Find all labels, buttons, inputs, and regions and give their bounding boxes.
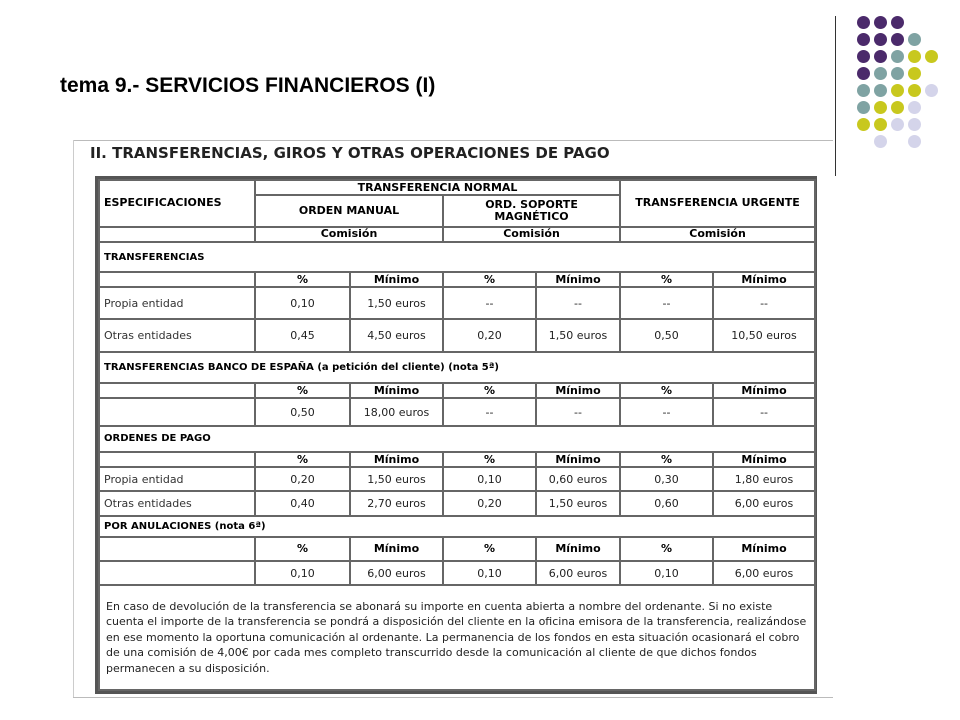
subheader-minimo: Mínimo	[713, 452, 815, 467]
decor-dot	[891, 118, 904, 131]
decor-dot	[857, 118, 870, 131]
decor-dot	[908, 33, 921, 46]
section-banco-espana: TRANSFERENCIAS BANCO DE ESPAÑA (a petición del cliente) (nota 5ª)	[99, 352, 815, 382]
cell-value: 1,50 euros	[350, 287, 443, 318]
header-transferencia-urgente: TRANSFERENCIA URGENTE	[620, 180, 815, 227]
decorative-vertical-line	[835, 16, 836, 176]
cell-value: 0,45	[255, 319, 350, 352]
subheader-minimo: Mínimo	[536, 537, 620, 561]
row-label: Otras entidades	[99, 319, 255, 352]
decor-dot	[857, 84, 870, 97]
cell-value: --	[443, 287, 536, 318]
decor-dot	[874, 33, 887, 46]
subheader-pct: %	[443, 272, 536, 287]
subheader-minimo: Mínimo	[536, 383, 620, 398]
decor-dot	[857, 67, 870, 80]
row-label	[99, 561, 255, 585]
subheader-row	[99, 383, 815, 398]
cell-value: 0,50	[255, 398, 350, 426]
decor-dot	[891, 50, 904, 63]
cell-value: 0,60 euros	[536, 467, 620, 491]
cell-value: 10,50 euros	[713, 319, 815, 352]
header-ord-soporte-magnetico: ORD. SOPORTE MAGNÉTICO	[443, 195, 620, 226]
decor-dot	[857, 50, 870, 63]
cell-value: --	[620, 287, 713, 318]
cell-value: 0,10	[443, 561, 536, 585]
cell-value: 6,00 euros	[713, 561, 815, 585]
decor-dot	[874, 84, 887, 97]
row-label: Propia entidad	[99, 287, 255, 318]
subheader-minimo: Mínimo	[536, 452, 620, 467]
fees-table	[95, 176, 817, 694]
decor-dot	[874, 118, 887, 131]
cell-value: 4,50 euros	[350, 319, 443, 352]
subheader-pct: %	[443, 383, 536, 398]
cell-value: 0,50	[620, 319, 713, 352]
subheader-row	[99, 272, 815, 287]
subheader-pct: %	[443, 537, 536, 561]
table-row	[99, 491, 815, 515]
decor-dot	[908, 67, 921, 80]
cell-value: 0,10	[255, 287, 350, 318]
section-transferencias: TRANSFERENCIAS	[99, 242, 815, 272]
cell-value: 0,60	[620, 491, 713, 515]
decor-dot	[925, 84, 938, 97]
decor-dot	[857, 101, 870, 114]
decor-dot	[874, 135, 887, 148]
table-row	[99, 467, 815, 491]
cell-value: 0,10	[443, 467, 536, 491]
cell-value: 6,00 euros	[536, 561, 620, 585]
empty-cell	[99, 383, 255, 398]
decor-dot	[908, 50, 921, 63]
subheader-row	[99, 537, 815, 561]
cell-value: 1,80 euros	[713, 467, 815, 491]
subheader-pct: %	[255, 452, 350, 467]
table-row	[99, 398, 815, 426]
empty-cell	[99, 452, 255, 467]
document-heading: II. TRANSFERENCIAS, GIROS Y OTRAS OPERACIONES DE PAGO	[90, 144, 610, 162]
cell-value: 6,00 euros	[350, 561, 443, 585]
subheader-pct: %	[620, 537, 713, 561]
cell-value: --	[536, 287, 620, 318]
cell-value: 1,50 euros	[536, 319, 620, 352]
empty-cell	[99, 227, 255, 242]
subheader-pct: %	[620, 383, 713, 398]
cell-value: 0,20	[443, 491, 536, 515]
cell-value: 0,20	[443, 319, 536, 352]
cell-value: 6,00 euros	[713, 491, 815, 515]
cell-value: 0,40	[255, 491, 350, 515]
header-transferencia-normal: TRANSFERENCIA NORMAL	[255, 180, 620, 195]
subheader-pct: %	[620, 272, 713, 287]
subheader-minimo: Mínimo	[350, 537, 443, 561]
decor-dot	[908, 118, 921, 131]
cell-value: 0,10	[620, 561, 713, 585]
header-comision: Comisión	[255, 227, 443, 242]
subheader-pct: %	[255, 272, 350, 287]
cell-value: 0,20	[255, 467, 350, 491]
section-anulaciones: POR ANULACIONES (nota 6ª)	[99, 516, 815, 537]
subheader-pct: %	[620, 452, 713, 467]
header-especificaciones: ESPECIFICACIONES	[99, 180, 255, 227]
empty-cell	[99, 272, 255, 287]
decor-dot	[857, 16, 870, 29]
decor-dot	[891, 84, 904, 97]
cell-value: 0,10	[255, 561, 350, 585]
decor-dot	[908, 101, 921, 114]
cell-value: --	[443, 398, 536, 426]
decor-dot	[874, 67, 887, 80]
empty-cell	[99, 537, 255, 561]
row-label: Propia entidad	[99, 467, 255, 491]
decor-dot	[908, 84, 921, 97]
row-label	[99, 398, 255, 426]
decor-dot	[891, 33, 904, 46]
document-bottom-border	[73, 697, 833, 698]
subheader-minimo: Mínimo	[350, 272, 443, 287]
note-text: En caso de devolución de la transferencia se abonará su importe en cuenta abierta a nombre del ordenante. Si no existe cuenta el importe de la transferencia se pondrá a disposición del cliente en la oficina emisora de la transferencia, realizándose en ese momento la oportuna comunicación al ordenante. La permanencia de los fondos en esta situación ocasionará el cobro de una comisión de 4,00€ por cada mes completo transcurrido desde la comunicación al cliente de que dichos fondos permanecen a su disposición.	[99, 585, 815, 690]
header-comision: Comisión	[620, 227, 815, 242]
subheader-minimo: Mínimo	[713, 383, 815, 398]
decor-dot	[908, 135, 921, 148]
table-row	[99, 287, 815, 318]
decor-dot	[874, 50, 887, 63]
row-label: Otras entidades	[99, 491, 255, 515]
cell-value: --	[713, 287, 815, 318]
cell-value: 1,50 euros	[536, 491, 620, 515]
header-orden-manual: ORDEN MANUAL	[255, 195, 443, 226]
subheader-pct: %	[443, 452, 536, 467]
header-comision: Comisión	[443, 227, 620, 242]
subheader-pct: %	[255, 537, 350, 561]
decor-dot	[857, 33, 870, 46]
decor-dot	[891, 16, 904, 29]
table-row	[99, 319, 815, 352]
decor-dot	[874, 16, 887, 29]
subheader-minimo: Mínimo	[350, 383, 443, 398]
cell-value: --	[536, 398, 620, 426]
subheader-row	[99, 452, 815, 467]
table-row	[99, 561, 815, 585]
cell-value: --	[620, 398, 713, 426]
decor-dot	[891, 101, 904, 114]
decor-dot	[891, 67, 904, 80]
subheader-minimo: Mínimo	[350, 452, 443, 467]
decor-dot	[874, 101, 887, 114]
subheader-minimo: Mínimo	[536, 272, 620, 287]
document-top-border	[73, 140, 833, 141]
document-left-border	[73, 140, 74, 697]
slide-title: tema 9.- SERVICIOS FINANCIEROS (I)	[60, 74, 436, 97]
decor-dot	[925, 50, 938, 63]
cell-value: 1,50 euros	[350, 467, 443, 491]
cell-value: 18,00 euros	[350, 398, 443, 426]
subheader-minimo: Mínimo	[713, 272, 815, 287]
subheader-pct: %	[255, 383, 350, 398]
cell-value: --	[713, 398, 815, 426]
subheader-minimo: Mínimo	[713, 537, 815, 561]
cell-value: 0,30	[620, 467, 713, 491]
section-ordenes-pago: ORDENES DE PAGO	[99, 426, 815, 451]
cell-value: 2,70 euros	[350, 491, 443, 515]
